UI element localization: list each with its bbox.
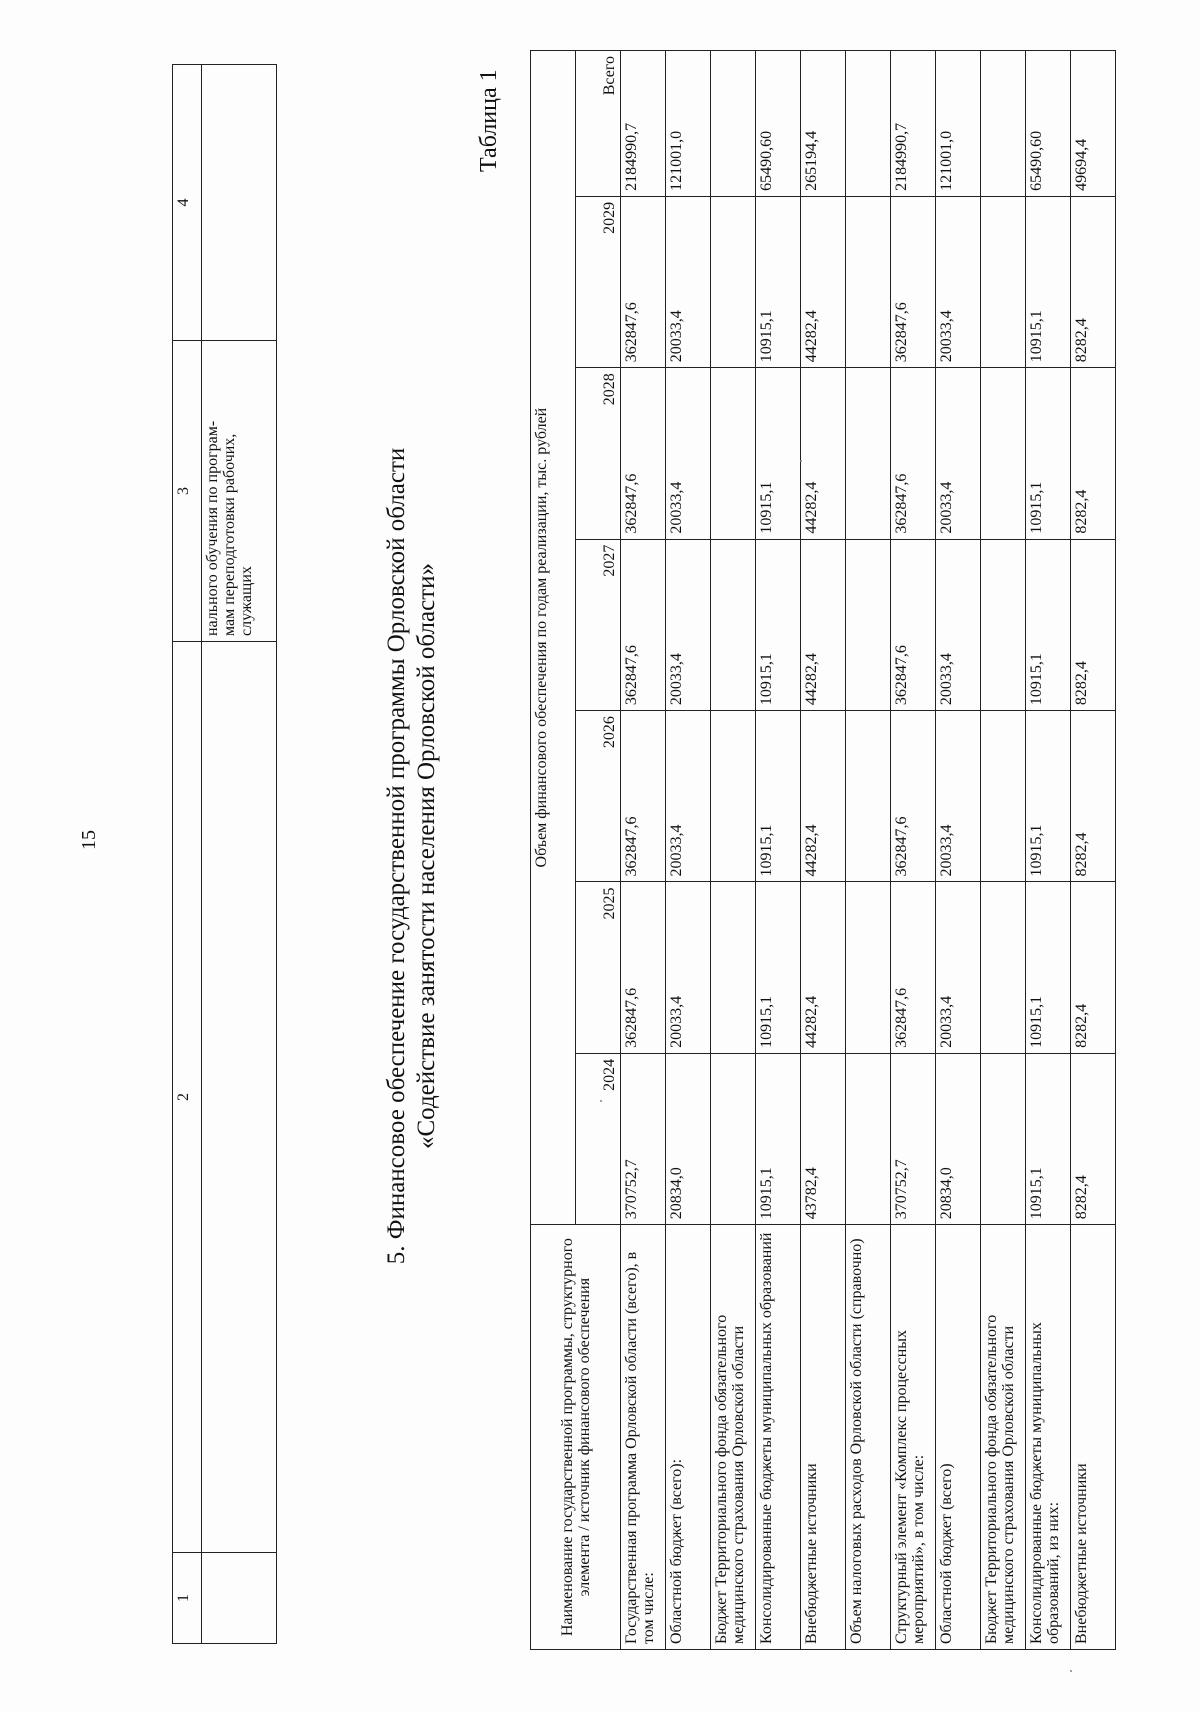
value-cell: 2184990,7 xyxy=(621,51,666,197)
page-number: 15 xyxy=(78,830,100,850)
section-title-line2: «Содействие занятости населения Орловской области» xyxy=(413,563,440,1149)
row-name: Консолидированные бюджеты муниципальных образований, из них: xyxy=(1026,1225,1071,1650)
year-header: 2026 xyxy=(576,711,621,882)
header-cell: 3 xyxy=(173,341,202,642)
value-cell: 65490,60 xyxy=(1026,51,1071,197)
row-name: Внебюджетные источники xyxy=(801,1225,846,1650)
value-cell: 10915,1 xyxy=(1026,711,1071,882)
value-cell: 362847,6 xyxy=(621,196,666,367)
value-cell: 10915,1 xyxy=(756,1053,801,1224)
value-cell: 8282,4 xyxy=(1071,196,1116,367)
value-cell: 44282,4 xyxy=(801,882,846,1053)
value-cell: 20033,4 xyxy=(666,196,711,367)
value-cell: 10915,1 xyxy=(1026,368,1071,539)
scan-speck xyxy=(1070,1670,1072,1672)
table-row xyxy=(1071,51,1116,1650)
value-cell: 2184990,7 xyxy=(891,51,936,197)
table-row xyxy=(981,51,1026,1650)
finance-table-body xyxy=(621,51,1116,1650)
value-cell: 362847,6 xyxy=(621,539,666,710)
value-cell xyxy=(981,882,1026,1053)
value-cell: 20033,4 xyxy=(936,539,981,710)
value-cell: 20834,0 xyxy=(936,1053,981,1224)
value-cell xyxy=(981,368,1026,539)
value-cell xyxy=(846,711,891,882)
value-cell: 20033,4 xyxy=(666,711,711,882)
value-cell: 121001,0 xyxy=(936,51,981,197)
section-title xyxy=(382,0,442,1712)
value-cell: 8282,4 xyxy=(1071,882,1116,1053)
year-header: 2028 xyxy=(576,368,621,539)
row-name: Бюджет Территориального фонда обязательного медицинского страхования Орловской области xyxy=(711,1225,756,1650)
continuation-table-header xyxy=(173,65,202,1644)
header-cell: 2 xyxy=(173,642,202,1553)
year-header: 2025 xyxy=(576,882,621,1053)
value-cell: 65490,60 xyxy=(756,51,801,197)
value-cell: 10915,1 xyxy=(1026,196,1071,367)
table-row xyxy=(621,51,666,1650)
cell: нального обучения по програм- мам переподготовки рабочих, служащих xyxy=(202,341,277,642)
value-cell xyxy=(981,1053,1026,1224)
value-cell: 121001,0 xyxy=(666,51,711,197)
value-cell: 10915,1 xyxy=(756,711,801,882)
continuation-table-row xyxy=(202,65,277,1644)
value-cell xyxy=(846,51,891,197)
value-cell: 362847,6 xyxy=(621,711,666,882)
value-cell xyxy=(981,711,1026,882)
table-row xyxy=(846,51,891,1650)
value-cell xyxy=(711,539,756,710)
value-cell: 362847,6 xyxy=(891,882,936,1053)
cell xyxy=(202,1553,277,1644)
value-cell: 10915,1 xyxy=(1026,539,1071,710)
row-name: Объем налоговых расходов Орловской области (справочно) xyxy=(846,1225,891,1650)
value-cell: 10915,1 xyxy=(756,539,801,710)
value-cell xyxy=(711,1053,756,1224)
value-cell xyxy=(711,368,756,539)
row-name: Государственная программа Орловской области (всего), в том числе: xyxy=(621,1225,666,1650)
value-cell xyxy=(711,196,756,367)
value-cell: 43782,4 xyxy=(801,1053,846,1224)
value-cell: 20033,4 xyxy=(666,368,711,539)
value-cell xyxy=(846,368,891,539)
value-cell: 362847,6 xyxy=(621,368,666,539)
value-cell xyxy=(846,882,891,1053)
value-cell xyxy=(711,51,756,197)
value-cell: 265194,4 xyxy=(801,51,846,197)
year-header: 2029 xyxy=(576,196,621,367)
value-cell: 362847,6 xyxy=(891,196,936,367)
value-cell: 20033,4 xyxy=(936,196,981,367)
value-cell xyxy=(846,1053,891,1224)
value-cell: 20033,4 xyxy=(936,711,981,882)
value-cell: 10915,1 xyxy=(756,196,801,367)
value-cell: 370752,7 xyxy=(621,1053,666,1224)
scan-speck xyxy=(600,1100,602,1102)
row-name: Внебюджетные источники xyxy=(1071,1225,1116,1650)
year-header: 2024 xyxy=(576,1053,621,1224)
continuation-table xyxy=(172,64,277,1644)
row-name: Структурный элемент «Комплекс процессных мероприятий», в том числе: xyxy=(891,1225,936,1650)
value-cell: 44282,4 xyxy=(801,196,846,367)
year-header: 2027 xyxy=(576,539,621,710)
value-cell: 49694,4 xyxy=(1071,51,1116,197)
row-name: Бюджет Территориального фонда обязательного медицинского страхования Орловской области xyxy=(981,1225,1026,1650)
table-row xyxy=(801,51,846,1650)
value-cell: 362847,6 xyxy=(891,368,936,539)
row-name: Консолидированные бюджеты муниципальных образований xyxy=(756,1225,801,1650)
table-row xyxy=(711,51,756,1650)
table-row xyxy=(936,51,981,1650)
value-cell: 10915,1 xyxy=(756,368,801,539)
value-cell: 370752,7 xyxy=(891,1053,936,1224)
value-cell xyxy=(846,196,891,367)
value-cell xyxy=(981,51,1026,197)
value-cell: 8282,4 xyxy=(1071,711,1116,882)
value-cell: 44282,4 xyxy=(801,368,846,539)
value-cell: 362847,6 xyxy=(891,711,936,882)
value-cell: 10915,1 xyxy=(1026,882,1071,1053)
value-cell: 10915,1 xyxy=(1026,1053,1071,1224)
name-column-header: Наименование государственной программы, структурного элемента / источник финансового обеспечения xyxy=(531,1225,621,1650)
section-title-line1: 5. Финансовое обеспечение государственной программы Орловской области xyxy=(383,447,410,1265)
value-cell: 8282,4 xyxy=(1071,368,1116,539)
value-cell: 20834,0 xyxy=(666,1053,711,1224)
header-cell: 4 xyxy=(173,65,202,341)
table-label: Таблица 1 xyxy=(476,69,502,172)
row-name: Областной бюджет (всего): xyxy=(666,1225,711,1650)
value-cell: 8282,4 xyxy=(1071,1053,1116,1224)
value-cell: 20033,4 xyxy=(936,368,981,539)
row-name: Областной бюджет (всего) xyxy=(936,1225,981,1650)
value-cell xyxy=(711,711,756,882)
cell xyxy=(202,642,277,1553)
group-header: Объем финансового обеспечения по годам реализации, тыс. рублей xyxy=(531,51,576,1225)
cell xyxy=(202,65,277,341)
scan-speck xyxy=(800,460,802,462)
table-row xyxy=(891,51,936,1650)
value-cell xyxy=(711,882,756,1053)
table-row xyxy=(1026,51,1071,1650)
value-cell xyxy=(981,539,1026,710)
value-cell: 20033,4 xyxy=(936,882,981,1053)
value-cell: 10915,1 xyxy=(756,882,801,1053)
value-cell: 20033,4 xyxy=(666,539,711,710)
value-cell: 44282,4 xyxy=(801,539,846,710)
value-cell xyxy=(846,539,891,710)
value-cell: 362847,6 xyxy=(621,882,666,1053)
finance-table-header-row xyxy=(531,51,576,1650)
value-cell: 20033,4 xyxy=(666,882,711,1053)
table-row xyxy=(666,51,711,1650)
value-cell: 8282,4 xyxy=(1071,539,1116,710)
header-cell: 1 xyxy=(173,1553,202,1644)
value-cell: 44282,4 xyxy=(801,711,846,882)
finance-table xyxy=(530,50,1116,1650)
value-cell: 362847,6 xyxy=(891,539,936,710)
value-cell xyxy=(981,196,1026,367)
table-row xyxy=(756,51,801,1650)
year-header: Всего xyxy=(576,51,621,197)
